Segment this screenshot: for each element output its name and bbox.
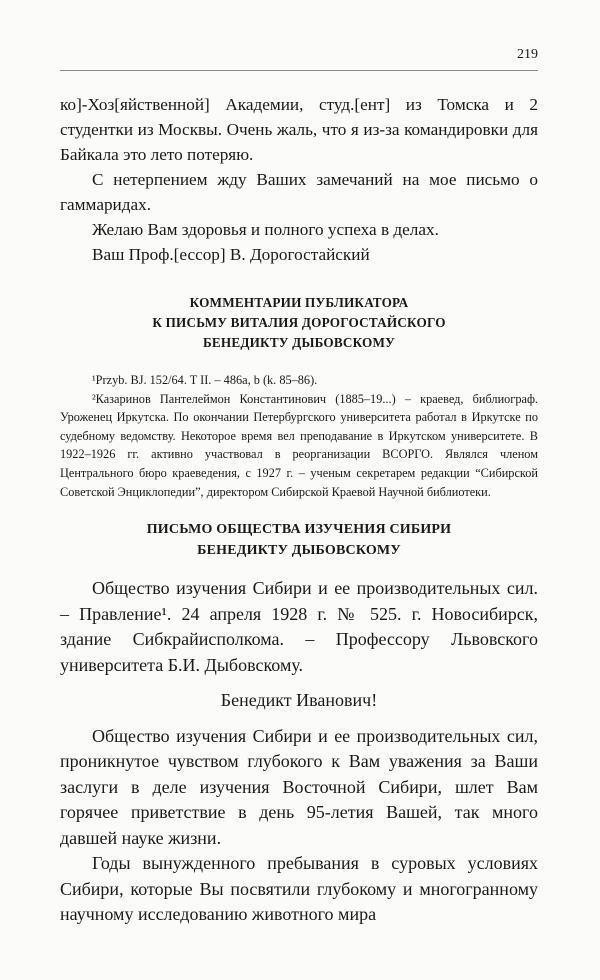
page-number: 219: [517, 47, 538, 62]
letter2-salutation: Бенедикт Иванович!: [220, 690, 378, 711]
letter-end-wishes: Желаю Вам здоровья и полного успеха в делах.: [92, 220, 439, 239]
comments-heading: [60, 293, 538, 353]
letter2-heading-line-2: БЕНЕДИКТУ ДЫБОВСКОМУ: [197, 543, 401, 559]
header-rule: [60, 70, 538, 71]
comments-heading-line-3: БЕНЕДИКТУ ДЫБОВСКОМУ: [202, 335, 396, 350]
page-body: [60, 92, 538, 928]
letter-end-paragraph-2: С нетерпением жду Ваших замечаний на мое письмо о гаммаридах.: [60, 170, 538, 214]
comments-heading-line-1: КОММЕНТАРИИ ПУБЛИКАТОРА: [189, 295, 409, 310]
letter-end-paragraph-1: ко]-Хоз[яйственной] Академии, студ.[ент] из Томска и 2 студентки из Москвы. Очень жаль, что я из-за командировки для Байкала это лето потеряю.: [60, 95, 538, 164]
letter2-heading: [60, 519, 538, 561]
comments-heading-line-2: К ПИСЬМУ ВИТАЛИЯ ДОРОГОСТАЙСКОГО: [152, 315, 446, 330]
letter2-paragraph-2: Годы вынужденного пребывания в суровых условиях Сибири, которые Вы посвятили глубокому и многогранному научному исследованию животного мира: [60, 853, 538, 925]
footnote-2: ²Казаринов Пантелеймон Константинович (1885–19...) – краевед, библиограф. Уроженец Иркутска. По окончании Петербургского университета работал в Иркутске по судебному ведомству. Некоторое время вел преподавание в Иркутском университете. В 1922–1926 гг. активно участвовал в реорганизации ВСОРГО. Являлся членом Центрального бюро краеведения, с 1927 г. – ученым секретарем редакции “Сибирской Советской Энциклопедии”, директором Сибирской Краевой Научной библиотеки.: [60, 391, 538, 499]
footnote-1: ¹Przyb. BJ. 152/64. T II. – 486a, b (k. 85–86).: [92, 373, 318, 387]
letter-signature: Ваш Проф.[ессор] В. Дорогостайский: [92, 245, 370, 264]
letter2-paragraph-1: Общество изучения Сибири и ее производительных сил, проникнутое чувством глубокого к Вам уважения за Ваши заслуги в деле изучения Восточной Сибири, шлет Вам горячее приветствие в день 95-летия Вашей, так много давшей науке жизни.: [60, 725, 538, 848]
letter2-heading-line-1: ПИСЬМО ОБЩЕСТВА ИЗУЧЕНИЯ СИБИРИ: [146, 522, 452, 538]
comments-notes: [60, 371, 538, 501]
letter2-header: Общество изучения Сибири и ее производительных сил. – Правление¹. 24 апреля 1928 г. № 525. г. Новосибирск, здание Сибкрайисполкома. – Профессору Львовского университета Б.И. Дыбовскому.: [60, 578, 538, 675]
